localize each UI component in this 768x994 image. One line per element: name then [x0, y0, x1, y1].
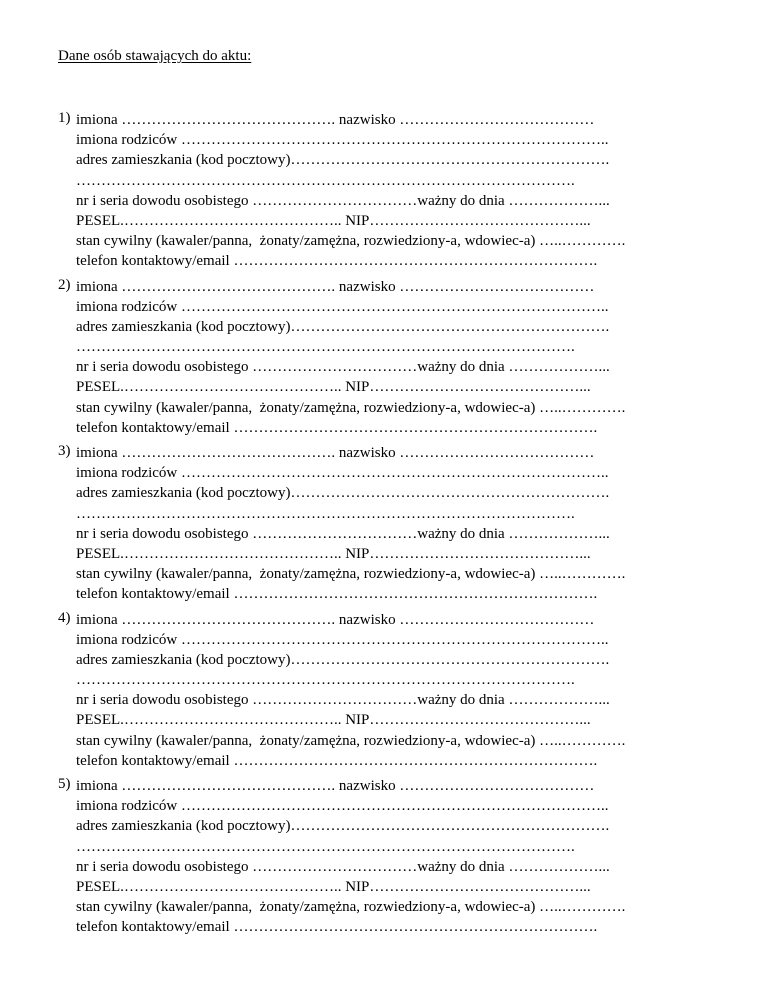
- names-row: [76, 776, 710, 796]
- address-field[interactable]: ……………………………………………………….: [290, 318, 610, 335]
- nip-label: NIP: [341, 878, 370, 895]
- address-label: adres zamieszkania (kod pocztowy): [76, 485, 291, 502]
- surname-field[interactable]: …………………………………: [399, 611, 595, 628]
- marital-status-row: [76, 231, 710, 251]
- id-card-label: nr i seria dowodu osobistego: [76, 858, 253, 875]
- nip-field[interactable]: ……………………………………...: [369, 712, 591, 729]
- id-card-field[interactable]: ……………………………: [252, 525, 418, 542]
- valid-until-label: ważny do dnia: [417, 525, 509, 542]
- valid-until-label: ważny do dnia: [417, 858, 509, 875]
- entry-number: 3): [58, 443, 71, 459]
- address-continuation-row: [76, 337, 710, 357]
- address-row: [76, 483, 710, 503]
- id-card-field[interactable]: ……………………………: [252, 692, 418, 709]
- pesel-nip-row: [76, 544, 710, 564]
- surname-label: nazwisko: [335, 445, 400, 461]
- contact-row: [76, 418, 710, 438]
- parents-names-label: imiona rodziców: [76, 132, 181, 149]
- surname-label: nazwisko: [335, 278, 400, 295]
- address-label: adres zamieszkania (kod pocztowy): [76, 152, 291, 169]
- first-names-label: imiona: [76, 445, 122, 461]
- marital-status-row: [76, 564, 710, 584]
- marital-status-field[interactable]: …..………….: [539, 732, 626, 749]
- pesel-nip-row: [76, 377, 710, 397]
- nip-field[interactable]: ……………………………………...: [369, 545, 591, 562]
- contact-row: [76, 917, 710, 937]
- nip-field[interactable]: ……………………………………...: [369, 212, 591, 229]
- pesel-label: PESEL.: [76, 712, 124, 729]
- contact-row: [76, 751, 710, 771]
- marital-status-row: [76, 731, 710, 751]
- address-continuation-row: [76, 171, 710, 191]
- marital-status-label: stan cywilny (kawaler/panna, żonaty/zamężna, rozwiedziony-a, wdowiec-a): [76, 899, 540, 916]
- contact-field[interactable]: ……………………………………………………………….: [233, 586, 598, 603]
- marital-status-field[interactable]: …..………….: [539, 233, 626, 250]
- marital-status-label: stan cywilny (kawaler/panna, żonaty/zamężna, rozwiedziony-a, wdowiec-a): [76, 732, 540, 749]
- pesel-nip-row: [76, 877, 710, 897]
- marital-status-field[interactable]: …..………….: [539, 899, 626, 916]
- nip-label: NIP: [341, 545, 370, 562]
- entry-fields: [76, 110, 710, 272]
- parents-names-row: [76, 463, 710, 483]
- first-names-field[interactable]: …………………………………….: [121, 611, 336, 628]
- address-continuation-row: [76, 837, 710, 857]
- valid-until-field[interactable]: ………………...: [508, 858, 610, 875]
- pesel-field[interactable]: ……………………………………..: [123, 712, 342, 729]
- pesel-nip-row: [76, 211, 710, 231]
- address-row: [76, 816, 710, 836]
- contact-field[interactable]: ……………………………………………………………….: [233, 752, 598, 769]
- address-label: adres zamieszkania (kod pocztowy): [76, 818, 291, 835]
- contact-label: telefon kontaktowy/email: [76, 253, 234, 270]
- nip-field[interactable]: ……………………………………...: [369, 878, 591, 895]
- parents-names-label: imiona rodziców: [76, 798, 181, 815]
- pesel-label: PESEL.: [76, 878, 124, 895]
- marital-status-field[interactable]: …..………….: [539, 399, 626, 416]
- first-names-field[interactable]: …………………………………….: [121, 112, 336, 128]
- contact-row: [76, 584, 710, 604]
- address-field[interactable]: ……………………………………………………….: [290, 651, 610, 668]
- address-continuation-field[interactable]: ……………………………………………………………………………………….: [76, 339, 575, 356]
- contact-label: telefon kontaktowy/email: [76, 586, 234, 603]
- contact-label: telefon kontaktowy/email: [76, 419, 234, 436]
- parents-names-field[interactable]: …………………………………………………………………………..: [180, 298, 609, 315]
- id-card-row: [76, 690, 710, 710]
- id-card-label: nr i seria dowodu osobistego: [76, 692, 253, 709]
- address-field[interactable]: ……………………………………………………….: [290, 485, 610, 502]
- parents-names-row: [76, 297, 710, 317]
- entry-fields: [76, 610, 710, 772]
- surname-field[interactable]: …………………………………: [399, 112, 595, 128]
- address-row: [76, 150, 710, 170]
- first-names-label: imiona: [76, 778, 122, 794]
- contact-label: telefon kontaktowy/email: [76, 752, 234, 769]
- person-entry-4: [0, 610, 768, 777]
- valid-until-field[interactable]: ………………...: [508, 192, 610, 209]
- person-entry-2: [0, 277, 768, 444]
- address-continuation-field[interactable]: ……………………………………………………………………………………….: [76, 172, 575, 189]
- address-row: [76, 317, 710, 337]
- names-row: [76, 277, 710, 297]
- valid-until-field[interactable]: ………………...: [508, 525, 610, 542]
- address-continuation-row: [76, 670, 710, 690]
- pesel-label: PESEL.: [76, 212, 124, 229]
- address-label: adres zamieszkania (kod pocztowy): [76, 651, 291, 668]
- surname-field[interactable]: …………………………………: [399, 278, 595, 295]
- surname-field[interactable]: …………………………………: [399, 778, 595, 794]
- id-card-label: nr i seria dowodu osobistego: [76, 192, 253, 209]
- entry-number: 1): [58, 110, 71, 126]
- first-names-label: imiona: [76, 611, 122, 628]
- contact-label: telefon kontaktowy/email: [76, 919, 234, 936]
- id-card-label: nr i seria dowodu osobistego: [76, 359, 253, 376]
- parents-names-row: [76, 630, 710, 650]
- contact-field[interactable]: ……………………………………………………………….: [233, 919, 598, 936]
- surname-label: nazwisko: [335, 778, 400, 794]
- names-row: [76, 610, 710, 630]
- address-continuation-field[interactable]: ……………………………………………………………………………………….: [76, 505, 575, 522]
- id-card-field[interactable]: ……………………………: [252, 359, 418, 376]
- address-label: adres zamieszkania (kod pocztowy): [76, 318, 291, 335]
- address-row: [76, 650, 710, 670]
- parents-names-label: imiona rodziców: [76, 298, 181, 315]
- nip-label: NIP: [341, 212, 370, 229]
- address-continuation-row: [76, 504, 710, 524]
- address-field[interactable]: ……………………………………………………….: [290, 818, 610, 835]
- id-card-row: [76, 524, 710, 544]
- first-names-field[interactable]: …………………………………….: [121, 278, 336, 295]
- parents-names-field[interactable]: …………………………………………………………………………..: [180, 631, 609, 648]
- valid-until-label: ważny do dnia: [417, 192, 509, 209]
- entry-number: 5): [58, 776, 71, 792]
- person-entry-3: [0, 443, 768, 610]
- parents-names-field[interactable]: …………………………………………………………………………..: [180, 132, 609, 149]
- first-names-field[interactable]: …………………………………….: [121, 778, 336, 794]
- surname-label: nazwisko: [335, 611, 400, 628]
- id-card-row: [76, 191, 710, 211]
- valid-until-label: ważny do dnia: [417, 692, 509, 709]
- person-entry-5: [0, 776, 768, 943]
- entry-fields: [76, 776, 710, 938]
- entry-number: 2): [58, 276, 71, 293]
- nip-label: NIP: [341, 712, 370, 729]
- parents-names-row: [76, 796, 710, 816]
- marital-status-row: [76, 398, 710, 418]
- person-entry-1: [0, 110, 768, 277]
- page-title: Dane osób stawających do aktu:: [58, 48, 252, 64]
- nip-label: NIP: [341, 379, 370, 396]
- marital-status-label: stan cywilny (kawaler/panna, żonaty/zamężna, rozwiedziony-a, wdowiec-a): [76, 399, 540, 416]
- id-card-field[interactable]: ……………………………: [252, 858, 418, 875]
- names-row: [76, 443, 710, 463]
- id-card-row: [76, 357, 710, 377]
- address-field[interactable]: ……………………………………………………….: [290, 152, 610, 169]
- contact-field[interactable]: ……………………………………………………………….: [233, 253, 598, 270]
- first-names-label: imiona: [76, 278, 122, 295]
- marital-status-field[interactable]: …..………….: [539, 566, 626, 583]
- pesel-label: PESEL.: [76, 379, 124, 396]
- valid-until-field[interactable]: ………………...: [508, 359, 610, 376]
- entry-fields: [76, 443, 710, 605]
- marital-status-row: [76, 897, 710, 917]
- pesel-field[interactable]: ……………………………………..: [123, 545, 342, 562]
- nip-field[interactable]: ……………………………………...: [369, 379, 591, 396]
- first-names-label: imiona: [76, 112, 122, 128]
- id-card-label: nr i seria dowodu osobistego: [76, 525, 253, 542]
- surname-field[interactable]: …………………………………: [399, 445, 595, 461]
- pesel-label: PESEL.: [76, 545, 124, 562]
- person-entries: [0, 110, 768, 943]
- pesel-field[interactable]: ……………………………………..: [123, 878, 342, 895]
- id-card-field[interactable]: ……………………………: [252, 192, 418, 209]
- parents-names-label: imiona rodziców: [76, 631, 181, 648]
- entry-number: 4): [58, 609, 71, 626]
- id-card-row: [76, 857, 710, 877]
- contact-field[interactable]: ……………………………………………………………….: [233, 419, 598, 436]
- entry-fields: [76, 277, 710, 439]
- marital-status-label: stan cywilny (kawaler/panna, żonaty/zamężna, rozwiedziony-a, wdowiec-a): [76, 233, 540, 250]
- surname-label: nazwisko: [335, 112, 400, 128]
- parents-names-label: imiona rodziców: [76, 465, 181, 482]
- pesel-field[interactable]: ……………………………………..: [123, 379, 342, 396]
- marital-status-label: stan cywilny (kawaler/panna, żonaty/zamężna, rozwiedziony-a, wdowiec-a): [76, 566, 540, 583]
- parents-names-field[interactable]: …………………………………………………………………………..: [180, 798, 609, 815]
- pesel-field[interactable]: ……………………………………..: [123, 212, 342, 229]
- names-row: [76, 110, 710, 130]
- parents-names-row: [76, 130, 710, 150]
- first-names-field[interactable]: …………………………………….: [121, 445, 336, 461]
- valid-until-label: ważny do dnia: [417, 359, 509, 376]
- pesel-nip-row: [76, 710, 710, 730]
- address-continuation-field[interactable]: ……………………………………………………………………………………….: [76, 838, 575, 855]
- valid-until-field[interactable]: ………………...: [508, 692, 610, 709]
- address-continuation-field[interactable]: ……………………………………………………………………………………….: [76, 672, 575, 689]
- parents-names-field[interactable]: …………………………………………………………………………..: [180, 465, 609, 482]
- contact-row: [76, 251, 710, 271]
